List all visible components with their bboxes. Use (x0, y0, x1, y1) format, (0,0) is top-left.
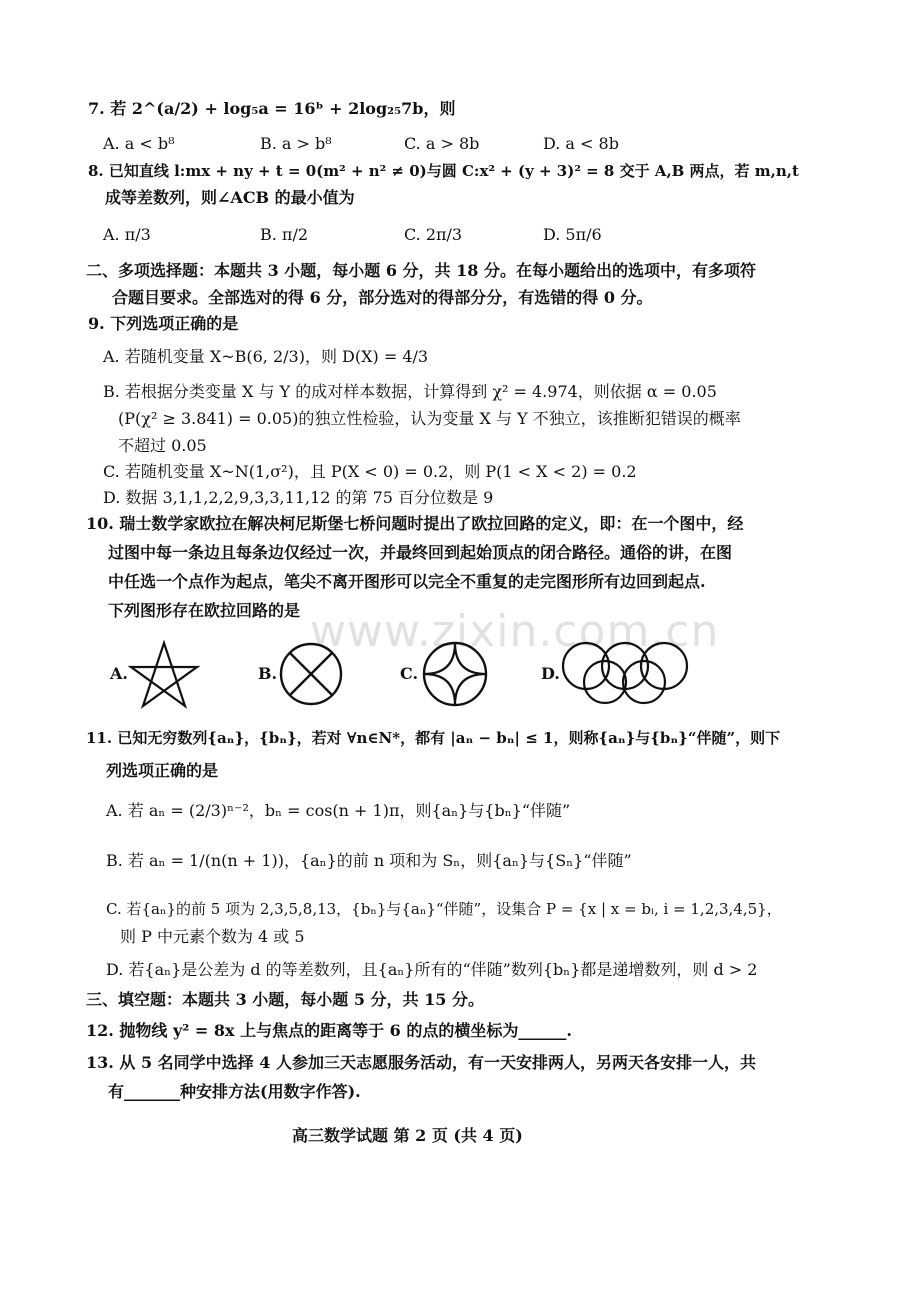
q11-option-a: A. 若 aₙ = (2/3)ⁿ⁻²，bₙ = cos(n + 1)π，则{aₙ}与{bₙ}“伴随” (106, 801, 571, 820)
olympic-rings-figure (560, 640, 690, 706)
section3-header: 三、填空题：本题共 3 小题，每小题 5 分，共 15 分。 (86, 990, 484, 1009)
q9-option-c: C. 若随机变量 X~N(1,σ²)，且 P(X < 0) = 0.2，则 P(1 < X < 2) = 0.2 (103, 462, 637, 481)
q10-label-b: B. (258, 664, 278, 683)
q13-line1: 13. 从 5 名同学中选择 4 人参加三天志愿服务活动，有一天安排两人，另两天各安排一人，共 (86, 1053, 756, 1072)
section2-line2: 合题目要求。全部选对的得 6 分，部分选对的得部分分，有选错的得 0 分。 (112, 288, 653, 307)
q11-line1: 11. 已知无穷数列{aₙ}，{bₙ}，若对 ∀n∈N*，都有 |aₙ − bₙ| ≤ 1，则称{aₙ}与{bₙ}“伴随”，则下 (86, 729, 781, 747)
crossed-circle-figure (278, 641, 344, 707)
q11-option-c-line2: 则 P 中元素个数为 4 或 5 (120, 927, 305, 946)
section2-line1: 二、多项选择题：本题共 3 小题，每小题 6 分，共 18 分。在每小题给出的选项中，有多项符 (86, 261, 756, 280)
q10-label-d: D. (541, 664, 560, 683)
q7-stem: 7. 若 2^(a/2) + log₅a = 16ᵇ + 2log₂₅7b，则 (88, 99, 456, 118)
q8-option-a: A. π/3 (103, 225, 151, 244)
q12-stem: 12. 抛物线 y² = 8x 上与焦点的距离等于 6 的点的横坐标为______. (86, 1021, 572, 1040)
q9-option-d: D. 数据 3,1,1,2,2,9,3,3,11,12 的第 75 百分位数是 9 (103, 488, 494, 507)
q13-line2: 有_______种安排方法(用数字作答). (108, 1082, 361, 1101)
q7-option-b: B. a > b⁸ (260, 134, 332, 153)
q11-option-d: D. 若{aₙ}是公差为 d 的等差数列，且{aₙ}所有的“伴随”数列{bₙ}都是递增数列，则 d > 2 (106, 960, 758, 979)
q7-option-c: C. a > 8b (404, 134, 480, 153)
q7-option-d: D. a < 8b (543, 134, 619, 153)
q10-line1: 10. 瑞士数学家欧拉在解决柯尼斯堡七桥问题时提出了欧拉回路的定义，即：在一个图中，经 (86, 514, 744, 533)
q9-option-b-line2: (P(χ² ≥ 3.841) = 0.05)的独立性检验，认为变量 X 与 Y 不独立，该推断犯错误的概率 (118, 409, 741, 428)
q9-option-b-line3: 不超过 0.05 (118, 436, 207, 455)
page-footer: 高三数学试题 第 2 页 (共 4 页) (292, 1126, 523, 1145)
q8-stem-line2: 成等差数列，则∠ACB 的最小值为 (105, 188, 355, 207)
q7-option-a: A. a < b⁸ (103, 134, 175, 153)
q11-line2: 列选项正确的是 (106, 761, 219, 780)
q8-option-b: B. π/2 (260, 225, 309, 244)
q10-label-a: A. (110, 664, 128, 683)
star-figure (128, 640, 200, 710)
q11-option-b: B. 若 aₙ = 1/(n(n + 1))，{aₙ}的前 n 项和为 Sₙ，则{aₙ}与{Sₙ}“伴随” (106, 851, 632, 870)
q10-line2: 过图中每一条边且每条边仅经过一次，并最终回到起始顶点的闭合路径。通俗的讲，在图 (108, 543, 733, 562)
circle-with-curved-square-figure (420, 640, 490, 708)
q9-option-a: A. 若随机变量 X~B(6, 2/3)，则 D(X) = 4/3 (103, 347, 429, 366)
q10-line4: 下列图形存在欧拉回路的是 (108, 601, 301, 620)
q8-option-d: D. 5π/6 (543, 225, 602, 244)
q8-option-c: C. 2π/3 (404, 225, 463, 244)
q10-line3: 中任选一个点作为起点，笔尖不离开图形可以完全不重复的走完图形所有边回到起点. (108, 572, 706, 591)
q9-stem: 9. 下列选项正确的是 (88, 314, 239, 333)
q8-stem-line1: 8. 已知直线 l:mx + ny + t = 0(m² + n² ≠ 0)与圆 C:x² + (y + 3)² = 8 交于 A,B 两点，若 m,n,t (88, 162, 799, 180)
q9-option-b-line1: B. 若根据分类变量 X 与 Y 的成对样本数据，计算得到 χ² = 4.974，则依据 α = 0.05 (103, 382, 717, 401)
watermark: www.zixin.com.cn (310, 606, 720, 657)
q11-option-c-line1: C. 若{aₙ}的前 5 项为 2,3,5,8,13，{bₙ}与{aₙ}“伴随”，设集合 P = {x | x = bᵢ, i = 1,2,3,4,5}， (106, 900, 782, 918)
q10-label-c: C. (400, 664, 419, 683)
